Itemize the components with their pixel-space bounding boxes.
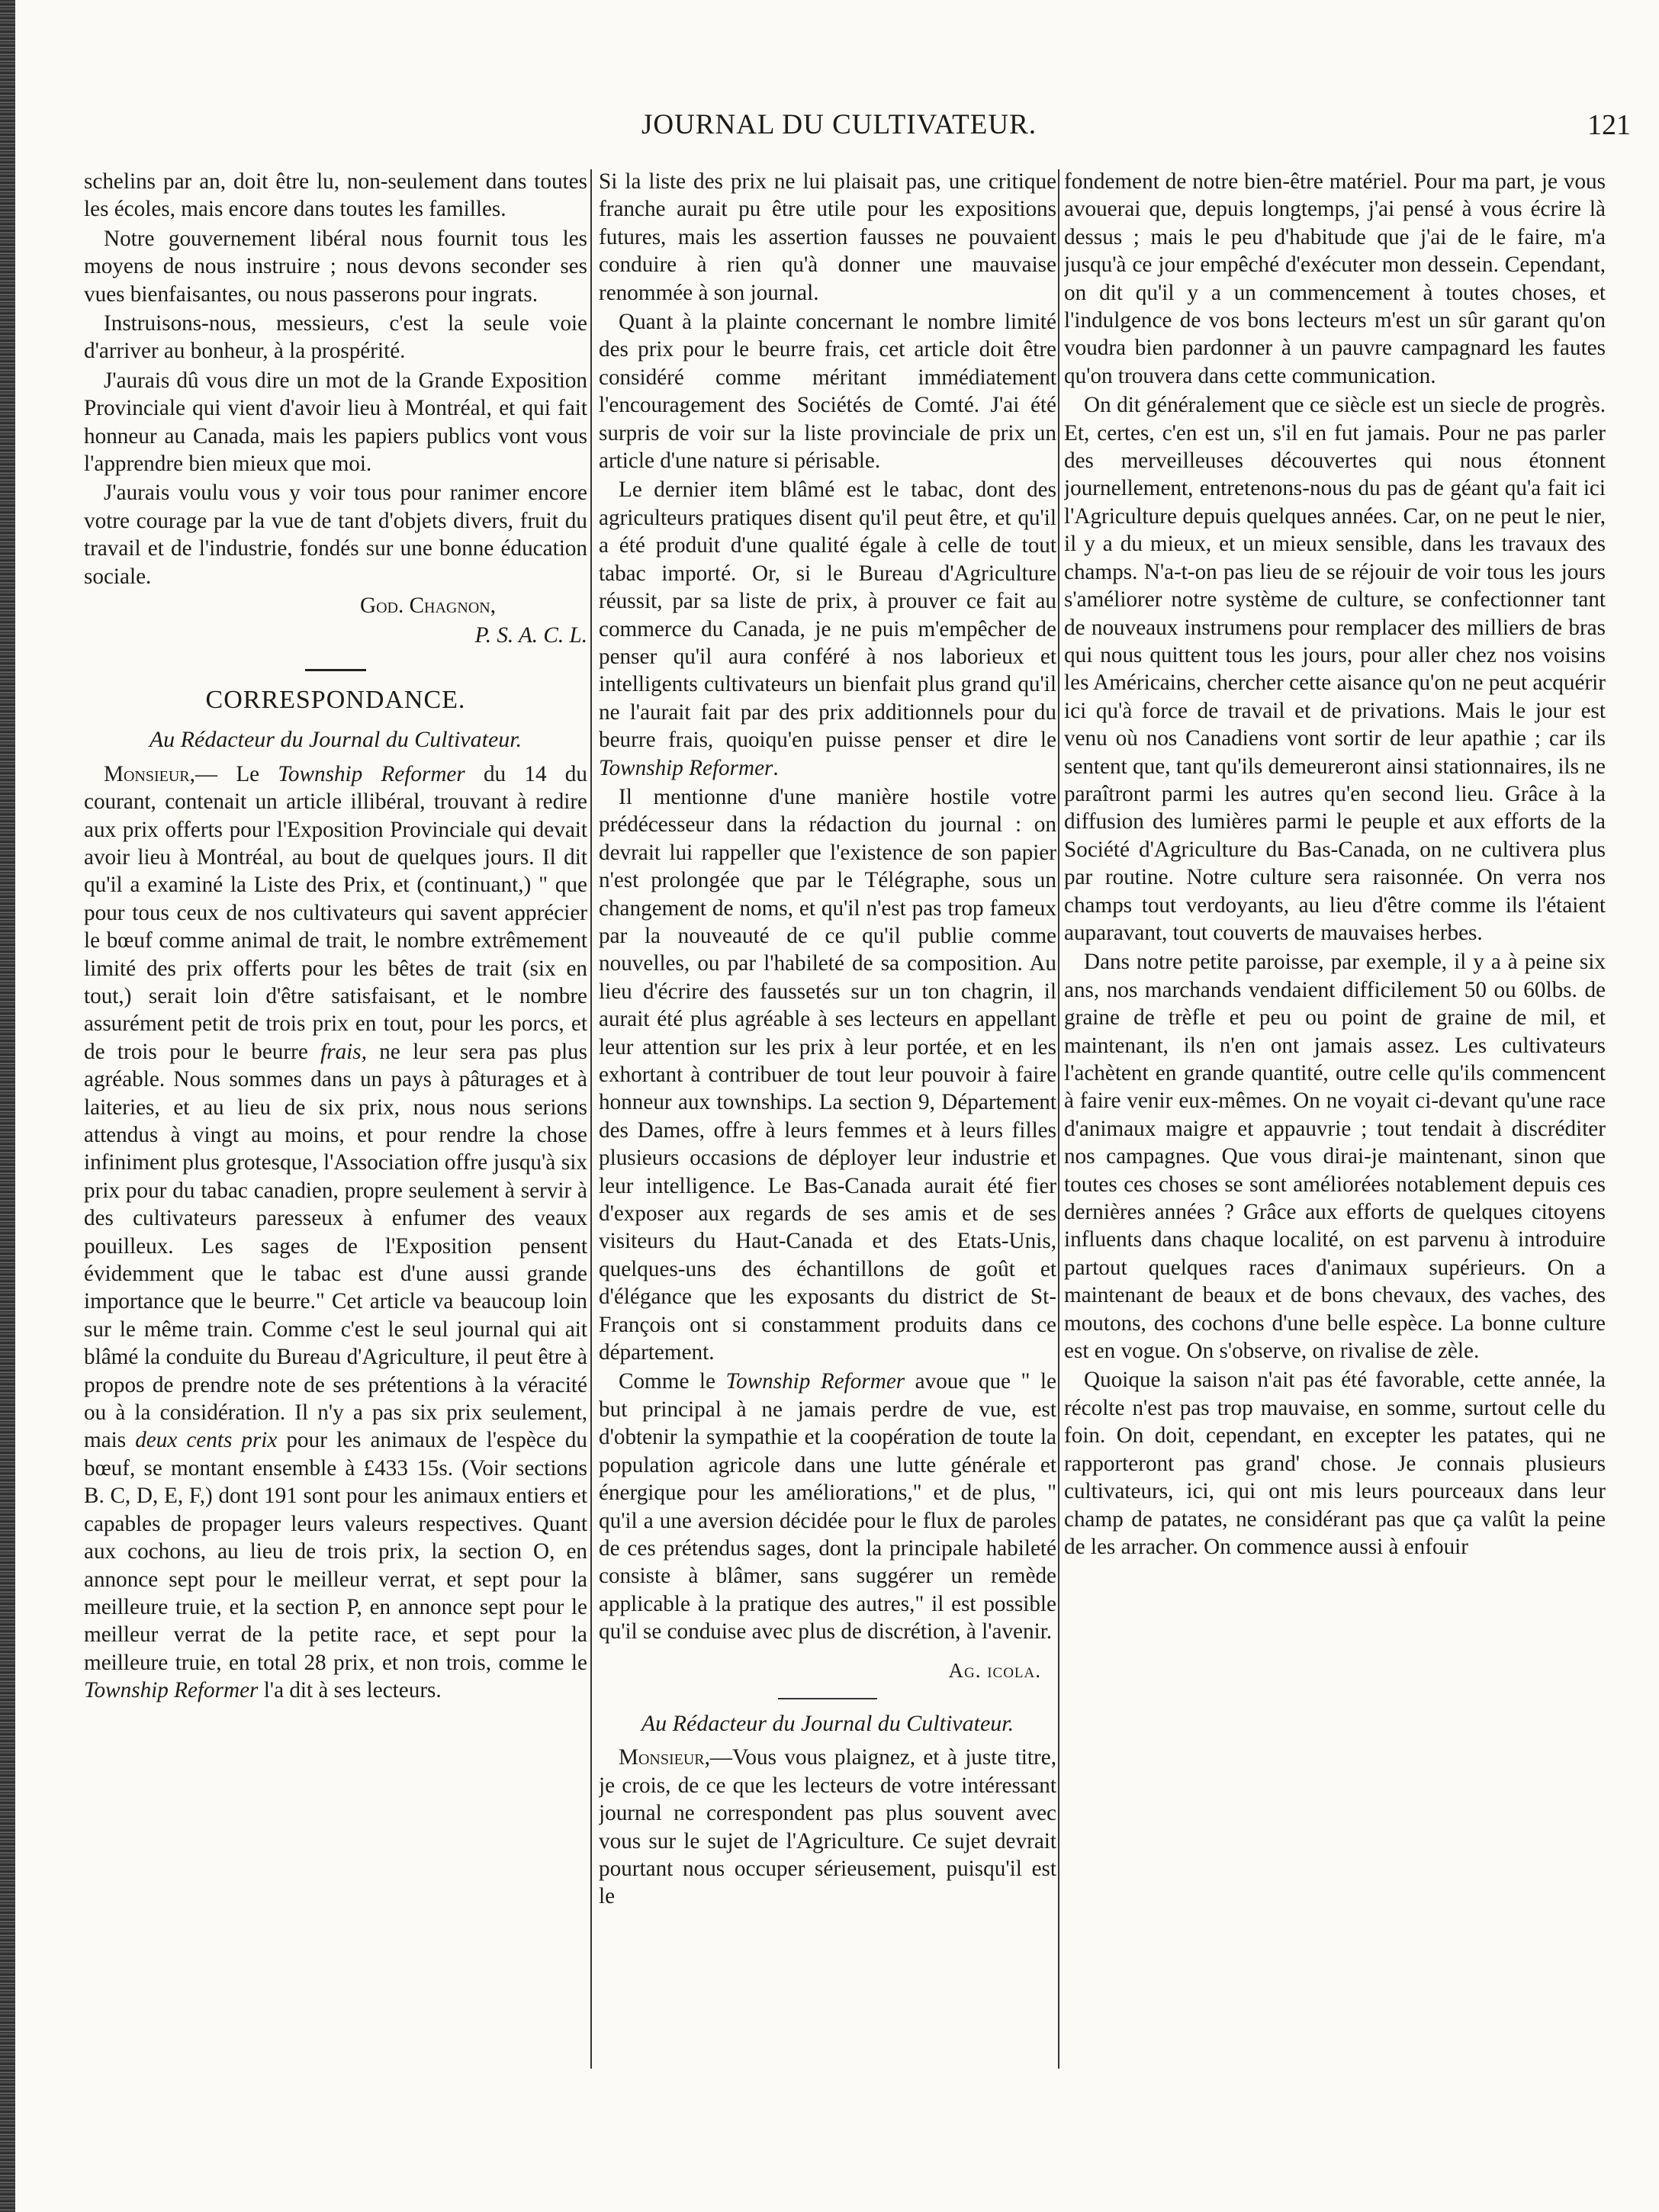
text-run: ne leur sera pas plus agréable. Nous sommes dans un pays à pâturages et à laiteries, et au lieu de six prix, nous nous serions attendus à vingt au moins, et pour rendre la chose infiniment plus grotesque, l'Association offre jusqu'à six prix pour du tabac canadien, propre seulement à servir à des cultivateurs paresseux à enfumer des veaux pouilleux. Les sages de l'Exposition pensent évidemment que le tabac est d'une aussi grande importance que le beurre." Cet article va beaucoup loin sur le même train. Comme c'est le seul journal qui ait blâmé la conduite du Bureau d'Agriculture, il peut être à propos de prendre note de ses prétentions à la véracité ou à la considération. Il n'y a pas six prix seulement, mais [84, 1039, 587, 1453]
text-run: du 14 du courant, contenait un article illibéral, trouvant à redire aux prix offerts pour l'Exposition Provinciale qui devait avoir lieu à Montréal, au bout de quelques jours. Il dit qu'il a examiné la Liste des Prix, et (continuant,) " que pour tous ceux de nos cultivateurs qui savent apprécier le bœuf comme animal de trait, le nombre extrêmement limité des prix offerts pour les bêtes de trait (six en tout,) serait loin d'être satisfaisant, et le nombre assurément petit de trois prix en tout, pour les porcs, et de trois pour le beurre [84, 761, 587, 1064]
paragraph: schelins par an, doit être lu, non-seulement dans toutes les écoles, mais encore dans toutes les familles. [84, 169, 587, 222]
text-run: pour les animaux de l'espèce du bœuf, se montant ensemble à £433 15s. (Voir sections B. C, D, E, F,) dont 191 sont pour les animaux entiers et capables de propager leurs valeurs respectives. Quant aux cochons, au lieu de trois prix, la section O, en annonce sept pour le meilleur verrat, et sept pour la meilleure truie, et la section P, en annonce sept pour le meilleur verrat de la petite race, et sept pour la meilleure truie, en total 28 prix, et non trois, comme le [84, 1428, 587, 1675]
text-run: Comme le [619, 1369, 726, 1394]
paragraph: Notre gouvernement libéral nous fournit tous les moyens de nous instruire ; nous devons seconder ses vues bienfaisantes, ou nous passerons pour ingrats. [84, 226, 587, 307]
newspaper-title: Township Reformer [725, 1369, 905, 1394]
paragraph [599, 476, 1056, 781]
page-header [31, 108, 1648, 146]
salutation: Monsieur,— [619, 1745, 733, 1770]
emphasis: deux cents prix [135, 1428, 278, 1453]
column-middle [599, 168, 1056, 2071]
paragraph: Instruisons-nous, messieurs, c'est la seule voie d'arriver au bonheur, à la prospérité. [84, 311, 587, 364]
paragraph [599, 1368, 1056, 1645]
paragraph: On dit généralement que ce siècle est un siecle de progrès. Et, certes, c'en est un, s'il en fut jamais. Pour ne pas parler des merveilleuses découvertes qui nous étonnent journellement, entretenons-nous du pas de géant qu'a fait ici l'Agriculture depuis quelques années. Car, on ne peut le nier, il y a du mieux, et un mieux sensible, dans les travaux des champs. N'a-t-on pas lieu de se réjouir de voir tous les jours s'améliorer notre système de culture, se confectionner tant de nouveaux instrumens pour remplacer des milliers de bras qui nous quittent tous les jours, pour aller chez nos voisins les Américains, chercher cette aisance qu'on ne peut acquérir ici qu'à force de travail et de privations. Mais le jour est venu où nos Canadiens vont sortir de leur apathie ; car ils sentent que, tant qu'ils demeureront ainsi stationnaires, ils ne paraîtront parmi les autres qu'en second lieu. Grâce à la diffusion des lumières parmi le peuple et aux efforts de la Société d'Agriculture du Bas-Canada, on ne cultivera plus par routine. Notre culture sera raisonnée. On verra nos champs tout verdoyants, au lieu d'être comme ils l'étaient auparavant, tout couverts de mauvaises herbes. [1064, 393, 1606, 945]
salutation: Monsieur,— [104, 761, 218, 786]
column-left [84, 168, 587, 2071]
paragraph: J'aurais voulu vous y voir tous pour ranimer encore votre courage par la vue de tant d'objets divers, fruit du travail et de l'industrie, fondés sur une bonne éducation sociale. [84, 481, 587, 589]
text-run: . [773, 755, 779, 780]
binding-edge [0, 0, 15, 2212]
newspaper-title: Township Reformer [84, 1678, 259, 1703]
text-run: Vous vous plaignez, et à juste titre, je crois, de ce que les lecteurs de votre intéressant journal ne correspondent pas plus souvent avec vous sur le sujet de l'Agriculture. Ce sujet devrait pourtant nous occuper sérieusement, puisqu'il est le [599, 1745, 1056, 1909]
letter-paragraph [84, 760, 587, 1705]
newspaper-title: Township Reformer [599, 755, 773, 780]
signature: Ag. icola. [948, 1658, 1041, 1682]
column-rule [1058, 169, 1059, 2069]
section-divider [305, 669, 366, 671]
running-title: JOURNAL DU CULTIVATEUR. [641, 109, 1037, 140]
text-run: Le dernier item blâmé est le tabac, dont des agriculteurs pratiques disent qu'il peut être, et qu'il a été produit d'une qualité égale à celle de tout tabac importé. Or, si le Bureau d'Agriculture réussit, par sa liste de prix, à prouver ce fait au commerce du Canada, je ne puis m'empêcher de penser qu'il aura conféré à nos laborieux et intelligents cultivateurs un bienfait plus grand qu'il ne l'aurait fait par des prix additionnels pour du beurre frais, quoiqu'en puisse penser et dire le [599, 477, 1056, 753]
signature-name: God. Chagnon, [360, 593, 496, 619]
letter-paragraph [599, 1744, 1056, 1910]
newspaper-title: Township Reformer [278, 761, 465, 786]
signature-title: P. S. A. C. L. [474, 622, 587, 648]
page-number: 121 [1587, 109, 1631, 141]
section-divider [778, 1698, 877, 1699]
paragraph: fondement de notre bien-être matériel. Pour ma part, je vous avouerai que, depuis longtemps, j'ai pensé à vous écrire là dessus ; mais le peu d'habitude que j'ai de le faire, m'a jusqu'à ce jour empêché d'exécuter mon dessein. Cependant, on dit qu'il y a un commencement à toutes choses, et l'indulgence de vos bons lecteurs m'est un sûr garant qu'on voudra bien pardonner à un pauvre campagnard les fautes qu'on trouvera dans cette communication. [1064, 169, 1606, 388]
paragraph: Il mentionne d'une manière hostile votre prédécesseur dans la rédaction du journal : on devrait lui rappeller que l'existence de son papier n'est prolongée que par le Télégraphe, sous un changement de noms, et qu'il n'est pas trop fameux par la nouveauté de ce qu'il publie comme nouvelles, ou par l'habileté de sa composition. Au lieu d'écrire des faussetés sur un ton chagrin, il aurait été plus agréable à ses lecteurs en appellant leur attention sur les prix à leur portée, et en les exhortant à contribuer de tout leur pouvoir à faire honneur aux townships. La section 9, Département des Dames, offre à leurs femmes et à leurs filles plusieurs occasions de déployer leur industrie et leur intelligence. Le Bas-Canada aurait été fier d'exposer aux regards de ses amis et de ses visiteurs du Haut-Canada et des Etats-Unis, quelques-uns des échantillons de goût et d'élégance que les exposants du district de St-François ont si constamment produits dans ce département. [599, 784, 1056, 1365]
letter-addressee: Au Rédacteur du Journal du Cultivateur. [641, 1710, 1014, 1736]
paragraph: Quoique la saison n'ait pas été favorable, cette année, la récolte n'est pas trop mauvaise, en somme, surtout celle du foin. On doit, cependant, en excepter les patates, qui ne rapporteront pas grand' chose. Je connais plusieurs cultivateurs, ici, qui ont mis leurs pourceaux dans leur champ de patates, ne considérant pas que ça valût la peine de les arracher. On commence aussi à enfouir [1064, 1368, 1606, 1559]
letter-addressee: Au Rédacteur du Journal du Cultivateur. [149, 727, 522, 753]
paragraph: Si la liste des prix ne lui plaisait pas, une critique franche aurait pu être utile pour les expositions futures, mais les assertion fausses ne pouvaient conduire à rien qu'à donner une mauvaise renommée à son journal. [599, 169, 1056, 305]
paragraph: Quant à la plainte concernant le nombre limité des prix pour le beurre frais, cet article doit être considéré comme méritant immédiatement l'encouragement des Sociétés de Comté. J'ai été surpris de voir sur la liste provinciale de prix un article d'une nature si périsable. [599, 310, 1056, 474]
column-rule [590, 169, 592, 2069]
section-heading: CORRESPONDANCE. [205, 685, 466, 714]
paragraph: J'aurais dû vous dire un mot de la Grande Exposition Provinciale qui vient d'avoir lieu à Montréal, et qui fait honneur au Canada, mais les papiers publics vont vous l'apprendre bien mieux que moi. [84, 368, 587, 477]
emphasis: frais, [320, 1039, 367, 1064]
text-run: avoue que " le but principal à ne jamais perdre de vue, est d'obtenir la sympathie et la coopération de toute la population agricole dans une lutte générale et énergique pour les améliorations," et de plus, " qu'il a une aversion décidée pour le flux de paroles de ces prétendus sages, dont la principale habileté consiste à blâmer, sans suggérer un remède applicable à la pratique des autres," il est possible qu'il se conduise avec plus de discrétion, à l'avenir. [599, 1369, 1056, 1645]
text-run: Le [217, 761, 278, 786]
paragraph: Dans notre petite paroisse, par exemple, il y a à peine six ans, nos marchands vendaient difficilement 50 ou 60lbs. de graine de trèfle et peu ou point de graine de mil, et maintenant, ils n'en ont jamais assez. Les cultivateurs l'achètent en grande quantité, outre celle qu'ils commencent à faire venir eux-mêmes. On ne voyait ci-devant qu'une race d'animaux maigre et appauvrie ; tout tendait à discréditer nos campagnes. Que vous dirai-je maintenant, sinon que toutes ces choses se sont améliorées notablement depuis ces dernières années ? Grâce aux efforts de quelques citoyens influents dans chaque localité, on est parvenu à introduire partout quelques races d'animaux supérieurs. On a maintenant de beaux et de bons chevaux, des vaches, des moutons, des cochons d'une belle espèce. La bonne culture est en vogue. On s'observe, on rivalise de zèle. [1064, 950, 1606, 1364]
column-right [1064, 168, 1606, 2071]
text-run: l'a dit à ses lecteurs. [263, 1678, 442, 1703]
